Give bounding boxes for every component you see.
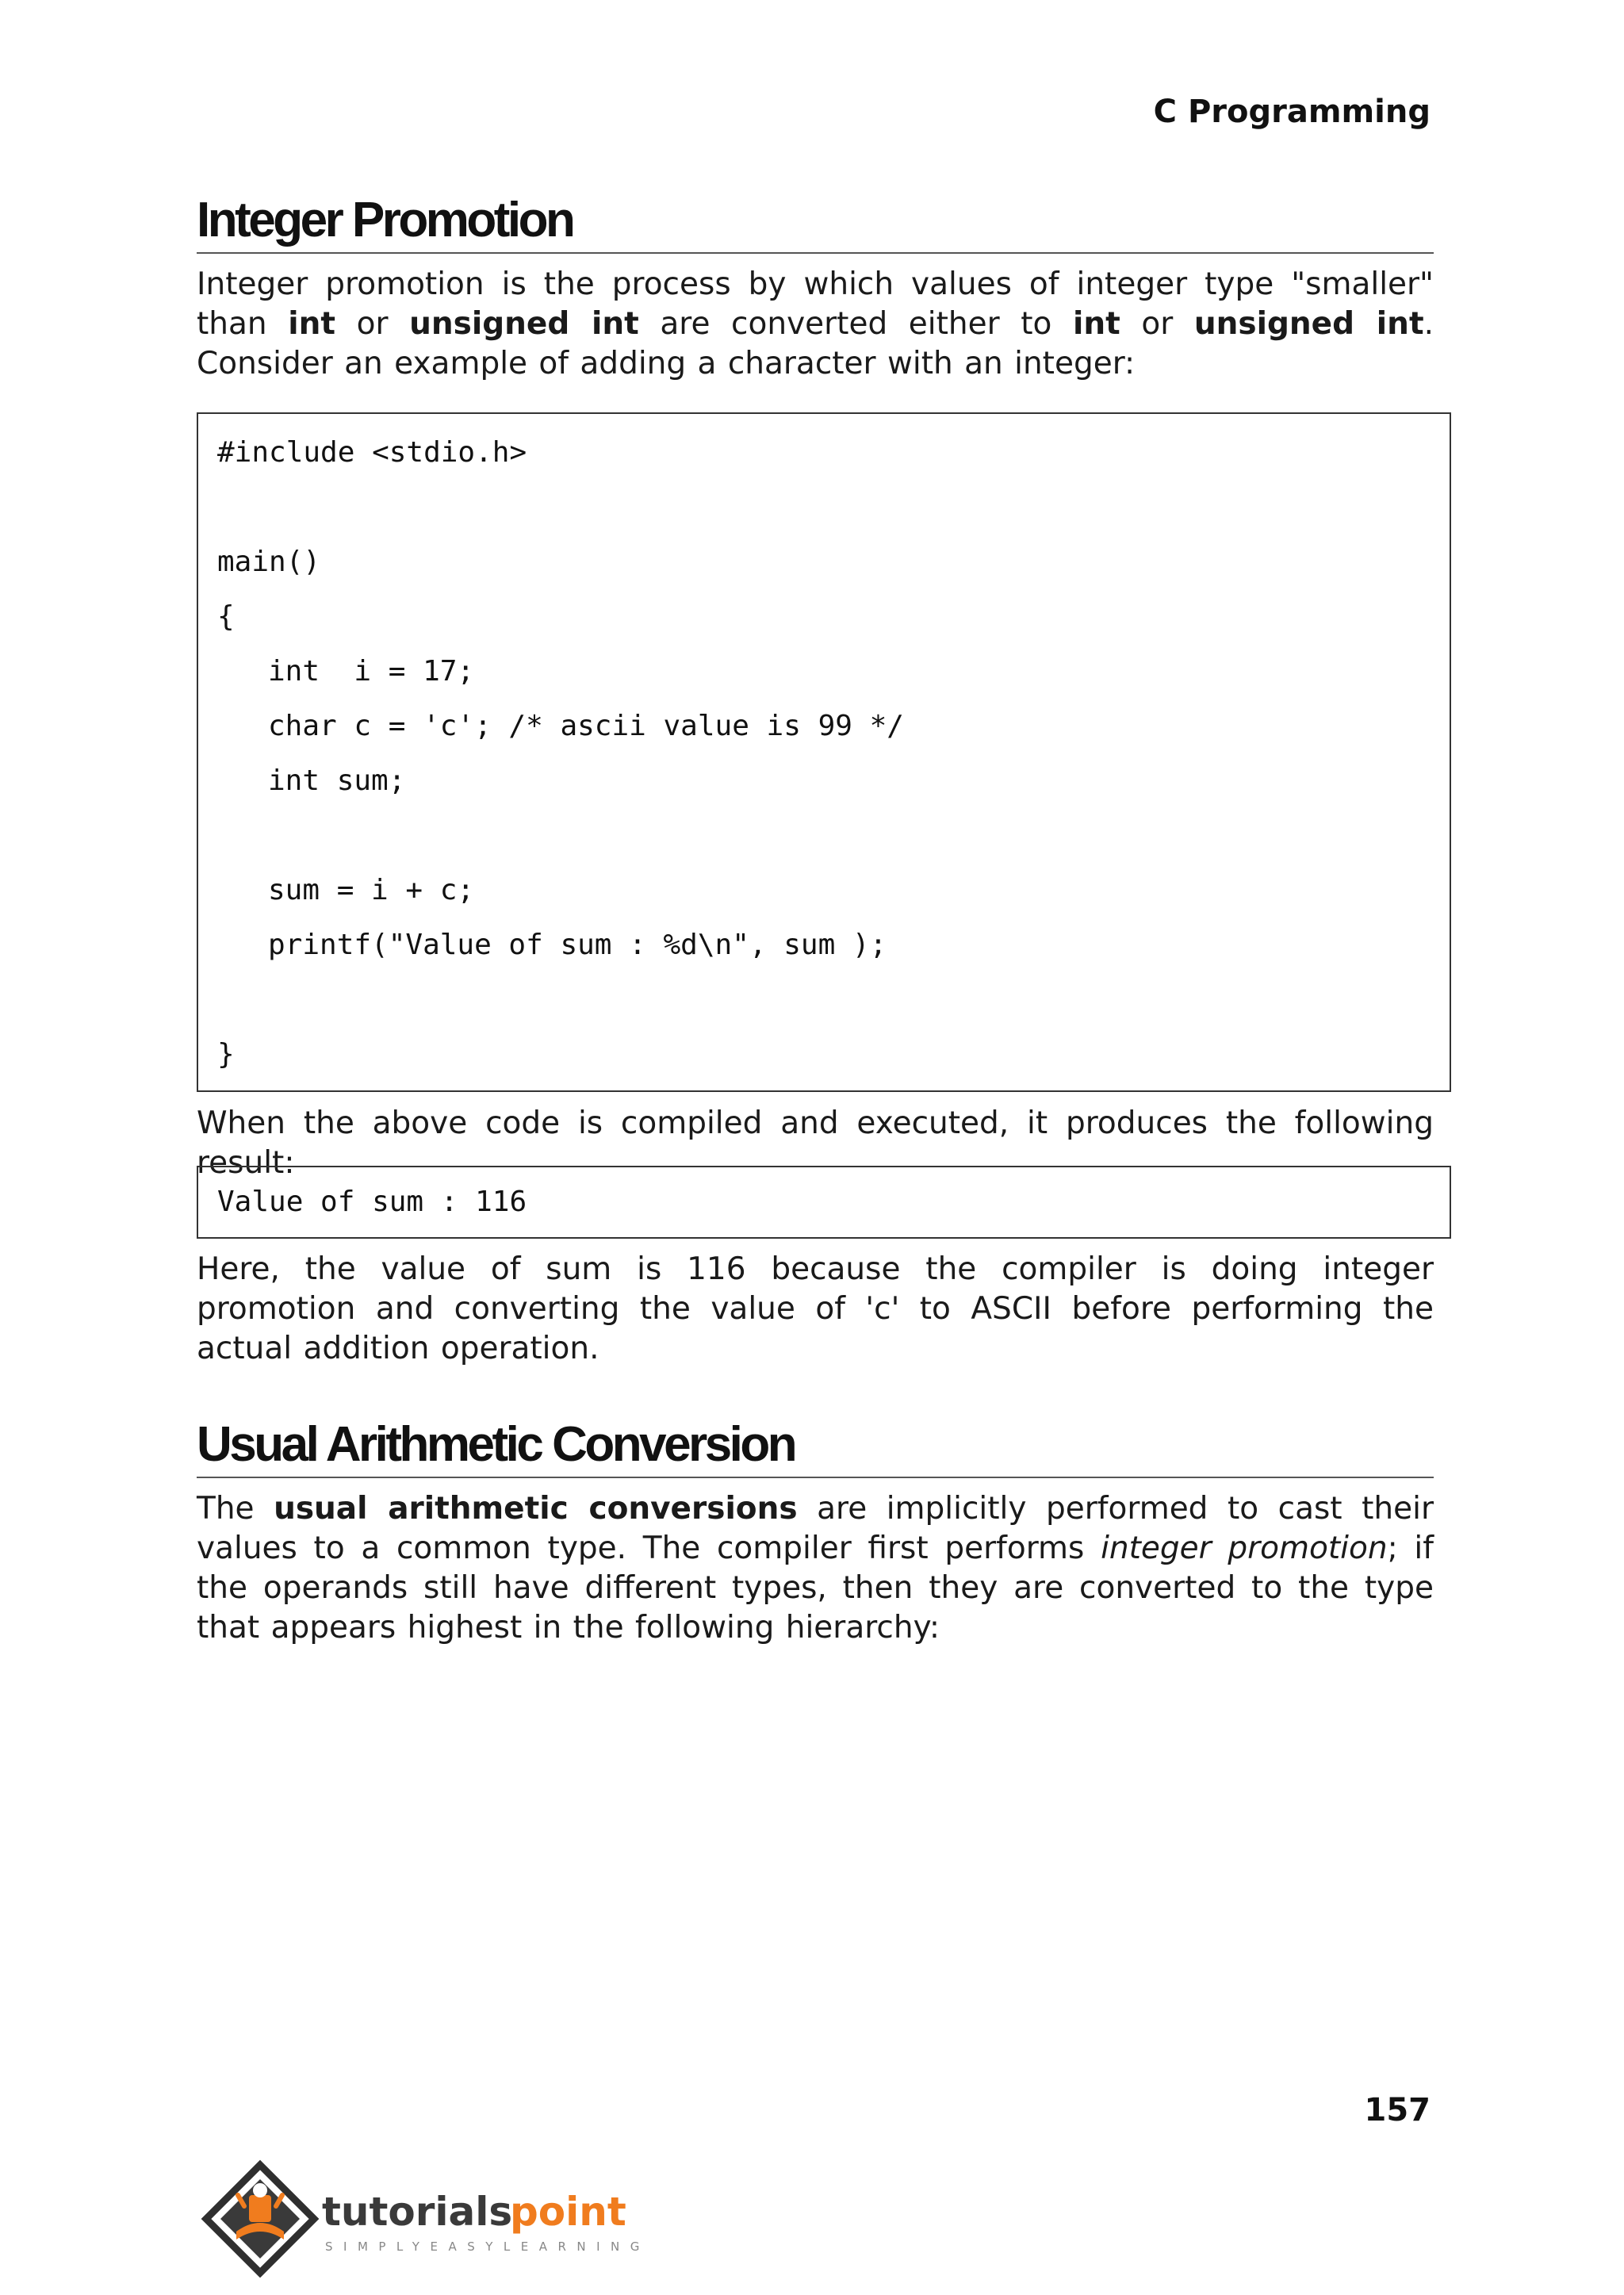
code-line: printf("Value of sum : %d\n", sum ); xyxy=(268,929,887,961)
logo-word-main: tutorials xyxy=(322,2189,513,2235)
intro-keyword: unsigned int xyxy=(409,306,639,343)
logo-graphic xyxy=(197,2159,641,2278)
code-blank-line xyxy=(198,972,1450,1027)
para-emphasis: integer promotion xyxy=(1101,1531,1388,1567)
code-blank-line xyxy=(198,808,1450,863)
code-blank-line xyxy=(198,480,1450,534)
usual-arithmetic-section xyxy=(197,1418,1434,1648)
intro-text: Integer promotion is the process by which values of integer type "smaller" than xyxy=(197,266,1434,343)
code-line: int i = 17; xyxy=(268,655,475,688)
code-line: #include <stdio.h> xyxy=(217,436,527,469)
running-header: C Programming xyxy=(1153,94,1431,130)
logo-tagline: SIMPLYEASYLEARNING xyxy=(325,2239,641,2254)
explanation-paragraph: Here, the value of sum is 116 because the compiler is doing integer promotion and converting the value of 'c' to ASCII before performing the actual addition operation. xyxy=(197,1251,1434,1366)
integer-promotion-section xyxy=(197,193,1434,384)
section-heading-usual-arithmetic: Usual Arithmetic Conversion xyxy=(197,1418,1434,1478)
para-text: ; if the operands still have different types, then they are converted to the type that appears highest in the following hierarchy: xyxy=(197,1531,1434,1646)
intro-keyword: int xyxy=(288,306,335,343)
code-line: sum = i + c; xyxy=(268,874,475,906)
section-heading-integer-promotion: Integer Promotion xyxy=(197,193,1434,254)
para-keyword: usual arithmetic conversions xyxy=(274,1491,798,1527)
result-intro: When the above code is compiled and executed, it produces the following result: xyxy=(197,1105,1434,1181)
code-line: main() xyxy=(217,546,321,578)
intro-text: or xyxy=(1120,306,1194,343)
tutorialspoint-logo xyxy=(197,2159,641,2278)
code-line: { xyxy=(217,600,235,633)
integer-promotion-intro xyxy=(197,265,1434,384)
logo-diamond-icon xyxy=(206,2165,314,2273)
para-text: are implicitly performed to cast their values to a common type. The compiler first performs xyxy=(197,1491,1434,1567)
output-line: Value of sum : 116 xyxy=(217,1186,527,1218)
intro-text: . Consider an example of adding a character with an integer: xyxy=(197,306,1434,382)
page-number: 157 xyxy=(1364,2092,1431,2128)
intro-text: or xyxy=(335,306,410,343)
code-block xyxy=(197,412,1451,1092)
para-text: The xyxy=(197,1491,274,1527)
code-line: char c = 'c'; /* ascii value is 99 */ xyxy=(268,710,904,742)
intro-keyword: int xyxy=(1073,306,1120,343)
intro-text: are converted either to xyxy=(638,306,1074,343)
logo-word-accent: point xyxy=(510,2189,626,2235)
output-block xyxy=(197,1166,1451,1239)
code-line: int sum; xyxy=(268,764,406,797)
code-line: } xyxy=(217,1038,235,1071)
intro-keyword: unsigned int xyxy=(1193,306,1424,343)
usual-arithmetic-paragraph xyxy=(197,1489,1434,1648)
explanation-block xyxy=(197,1250,1434,1369)
